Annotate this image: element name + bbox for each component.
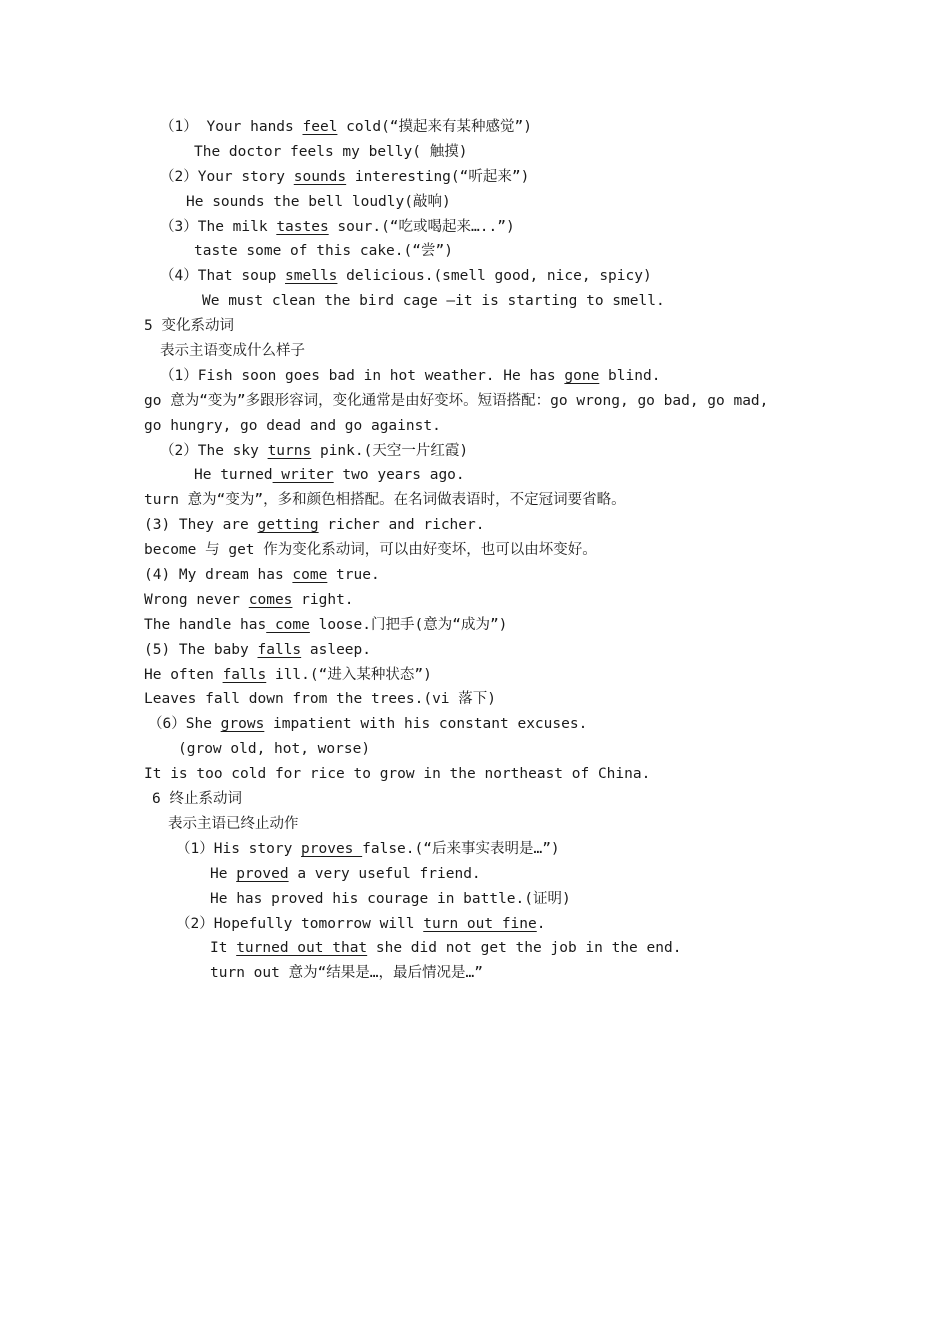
text-segment: Leaves fall down from the trees.(vi 落下)	[144, 691, 497, 708]
underlined-word: grows	[220, 716, 265, 733]
text-segment: taste some of this cake.(“尝”)	[194, 243, 453, 260]
text-line	[0, 712, 950, 737]
text-line	[0, 488, 950, 513]
text-line	[0, 837, 950, 862]
text-segment: We must clean the bird cage –it is starting to smell.	[202, 293, 665, 310]
text-segment: （4）That soup	[160, 268, 286, 285]
text-line	[0, 912, 950, 937]
text-segment: The doctor feels my belly( 触摸)	[194, 143, 468, 160]
text-segment: He has proved his courage in battle.(证明)	[210, 890, 571, 907]
text-line	[0, 190, 950, 215]
text-line	[0, 787, 950, 812]
text-line	[0, 289, 950, 314]
text-line	[0, 215, 950, 240]
text-segment: true.	[327, 567, 380, 584]
text-segment: .	[536, 915, 546, 932]
text-segment: two years ago.	[333, 467, 465, 484]
text-line	[0, 737, 950, 762]
text-segment: interesting(“听起来”)	[346, 168, 530, 185]
underlined-word: falls	[222, 666, 267, 683]
underlined-word: getting	[257, 517, 319, 534]
text-segment: (3) They are	[144, 517, 258, 534]
text-line	[0, 887, 950, 912]
text-segment: a very useful friend.	[288, 865, 481, 882]
text-segment: blind.	[599, 367, 661, 384]
text-segment: delicious.(smell good, nice, spicy)	[337, 268, 652, 285]
underlined-word: come	[266, 616, 310, 633]
text-line	[0, 264, 950, 289]
text-segment: asleep.	[301, 641, 371, 658]
document-body	[0, 115, 950, 986]
text-line	[0, 936, 950, 961]
text-segment: It is too cold for rice to grow in the northeast of China.	[144, 766, 651, 783]
text-segment: (4) My dream has	[144, 567, 293, 584]
text-segment: （2）The sky	[160, 442, 268, 459]
text-segment: It	[210, 940, 237, 957]
text-segment: He turned	[194, 467, 273, 484]
text-line	[0, 762, 950, 787]
text-segment: Wrong never	[144, 591, 249, 608]
underlined-word: comes	[248, 591, 293, 608]
text-line	[0, 463, 950, 488]
text-line	[0, 140, 950, 165]
text-line	[0, 961, 950, 986]
text-segment: richer and richer.	[318, 517, 485, 534]
text-segment: pink.(天空一片红霞)	[311, 442, 469, 459]
underlined-word: writer	[272, 467, 334, 484]
text-segment: go 意为“变为”多跟形容词，变化通常是由好变坏。短语搭配：go wrong, go bad, go mad,	[144, 392, 769, 409]
text-segment: right.	[292, 591, 354, 608]
text-segment: （2）Your story	[160, 168, 294, 185]
text-segment: (grow old, hot, worse)	[178, 741, 371, 758]
text-line	[0, 414, 950, 439]
underlined-word: turns	[267, 442, 312, 459]
text-segment: turn 意为“变为”，多和颜色相搭配。在名词做表语时，不定冠词要省略。	[144, 492, 626, 509]
text-segment: impatient with his constant excuses.	[264, 716, 588, 733]
underlined-word: come	[292, 567, 328, 584]
text-segment: sour.(“吃或喝起来…..”)	[328, 218, 515, 235]
text-segment: （1） Your hands	[160, 119, 303, 135]
underlined-word: feel	[302, 119, 338, 135]
text-line	[0, 339, 950, 364]
text-line	[0, 314, 950, 339]
text-segment: （1）His story	[176, 840, 302, 857]
text-line	[0, 687, 950, 712]
underlined-word: proves	[301, 840, 363, 857]
text-segment: (5) The baby	[144, 641, 258, 658]
text-segment: become 与 get 作为变化系动词，可以由好变坏，也可以由坏变好。	[144, 542, 597, 559]
text-segment: she did not get the job in the end.	[367, 940, 682, 957]
text-segment: false.(“后来事实表明是…”)	[362, 840, 560, 857]
text-line	[0, 165, 950, 190]
text-segment: 5 变化系动词	[144, 318, 234, 335]
underlined-word: gone	[564, 367, 600, 384]
text-segment: turn out 意为“结果是…，最后情况是…”	[210, 965, 483, 982]
underlined-word: falls	[257, 641, 302, 658]
text-segment: He often	[144, 666, 223, 683]
text-line	[0, 638, 950, 663]
text-line	[0, 812, 950, 837]
text-segment: （6）She	[148, 716, 221, 733]
text-segment: 表示主语变成什么样子	[160, 343, 305, 360]
text-line	[0, 364, 950, 389]
text-segment: loose.门把手(意为“成为”)	[309, 616, 508, 633]
text-line	[0, 239, 950, 264]
text-line	[0, 538, 950, 563]
text-line	[0, 563, 950, 588]
text-line	[0, 862, 950, 887]
text-line	[0, 389, 950, 414]
text-segment: （3）The milk	[160, 218, 277, 235]
text-line	[0, 513, 950, 538]
text-line	[0, 115, 950, 140]
text-line	[0, 588, 950, 613]
text-segment: He sounds the bell loudly(敲响)	[186, 193, 451, 210]
text-line	[0, 439, 950, 464]
text-segment: （1）Fish soon goes bad in hot weather. He has	[160, 367, 565, 384]
text-segment: 6 终止系动词	[152, 791, 242, 808]
text-segment: He	[210, 865, 237, 882]
underlined-word: turned out that	[236, 940, 368, 957]
text-line	[0, 663, 950, 688]
text-segment: ill.(“进入某种状态”)	[266, 666, 432, 683]
text-line	[0, 613, 950, 638]
underlined-word: proved	[236, 865, 289, 882]
text-segment: go hungry, go dead and go against.	[144, 417, 441, 434]
text-segment: The handle has	[144, 616, 267, 633]
underlined-word: tastes	[276, 218, 329, 235]
text-segment: 表示主语已终止动作	[168, 815, 299, 832]
underlined-word: smells	[285, 268, 338, 285]
text-segment: cold(“摸起来有某种感觉”)	[337, 119, 532, 135]
text-segment: （2）Hopefully tomorrow will	[176, 915, 424, 932]
underlined-word: turn out fine	[423, 915, 537, 932]
underlined-word: sounds	[293, 168, 347, 185]
